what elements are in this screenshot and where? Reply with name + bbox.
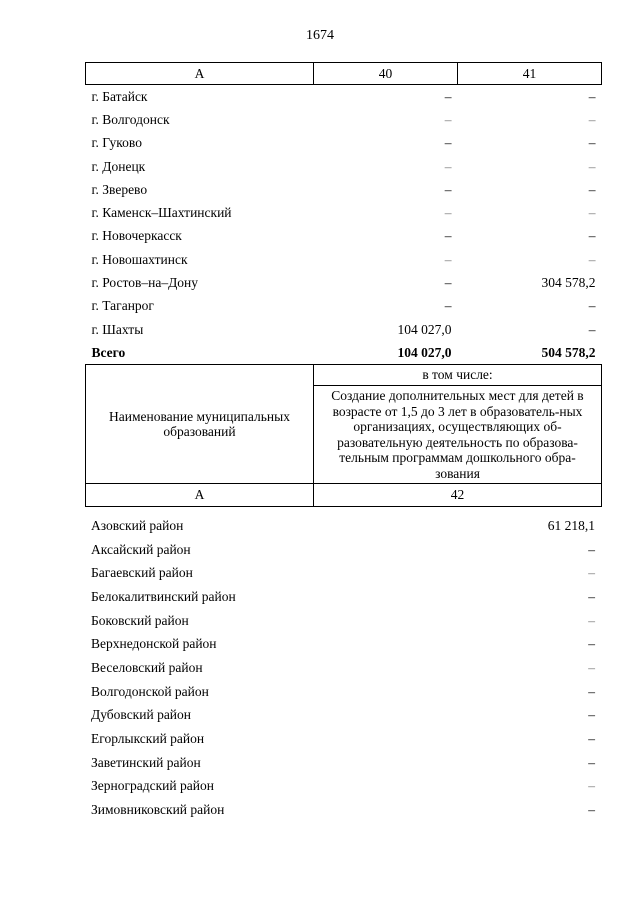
row-name: Аксайский район xyxy=(91,541,191,557)
row-value-40: – xyxy=(444,251,452,267)
row-value-40: – xyxy=(444,111,452,127)
table-row xyxy=(86,271,602,294)
row-value-41: – xyxy=(588,251,596,267)
table-row xyxy=(85,538,601,562)
table-row xyxy=(86,155,602,178)
table-row xyxy=(86,178,602,201)
total-label: Всего xyxy=(91,344,126,360)
row-value-41: – xyxy=(588,111,596,127)
table-row xyxy=(86,295,602,318)
row-name: г. Волгодонск xyxy=(91,111,170,127)
row-name: г. Шахты xyxy=(91,321,144,337)
row-value-42: – xyxy=(588,659,595,675)
column-header-table xyxy=(85,364,602,507)
row-name: Багаевский район xyxy=(91,565,193,581)
table-row xyxy=(86,85,602,109)
table-row xyxy=(85,561,601,585)
row-value-42: – xyxy=(588,683,595,699)
row-name: Дубовский район xyxy=(91,707,192,723)
row-value-41: – xyxy=(588,228,596,244)
row-name: Зимовниковский район xyxy=(91,802,225,818)
row-value-42: 61 218,1 xyxy=(547,517,595,533)
table-row xyxy=(86,108,602,131)
row-value-41: – xyxy=(588,88,596,104)
municipal-table-cities xyxy=(85,62,602,365)
row-value-41: – xyxy=(588,181,596,197)
row-name: г. Батайск xyxy=(91,88,148,104)
row-value-41: – xyxy=(588,135,596,151)
row-value-40: 104 027,0 xyxy=(397,321,452,337)
table-row xyxy=(85,775,601,799)
column-header-42: 42 xyxy=(314,484,602,507)
row-value-41: – xyxy=(588,158,596,174)
row-name: г. Зверево xyxy=(91,181,148,197)
column-description: Создание дополнительных мест для детей в возрасте от 1,5 до 3 лет в образователь-ных организациях, осуществляющих об-разовательную деятельность по образова-тельным программам дошкольного обра-зования xyxy=(314,386,602,484)
row-name: Веселовский район xyxy=(91,659,203,675)
row-name: Верхнедонской район xyxy=(91,636,217,652)
table-row xyxy=(86,318,602,341)
table-row xyxy=(85,585,601,609)
row-name: г. Новочеркасск xyxy=(91,228,182,244)
row-value-40: – xyxy=(444,298,452,314)
row-value-42: – xyxy=(588,541,595,557)
table-row xyxy=(85,656,601,680)
table-row xyxy=(86,248,602,271)
total-value-41: 504 578,2 xyxy=(541,344,596,360)
row-name: г. Новошахтинск xyxy=(91,251,188,267)
table-row xyxy=(85,704,601,728)
row-value-40: – xyxy=(444,275,452,291)
row-name: г. Таганрог xyxy=(91,298,154,314)
row-value-40: – xyxy=(444,88,452,104)
row-value-42: – xyxy=(588,754,595,770)
row-value-42: – xyxy=(588,802,595,818)
row-value-40: – xyxy=(444,181,452,197)
row-value-41: – xyxy=(588,298,596,314)
row-name: Боковский район xyxy=(91,612,189,628)
row-value-42: – xyxy=(588,731,595,747)
row-name: г. Донецк xyxy=(91,158,146,174)
row-value-41: – xyxy=(588,205,596,221)
municipal-table-districts xyxy=(85,514,601,822)
row-name: Волгодонской район xyxy=(91,683,209,699)
table-row xyxy=(86,201,602,224)
table-row xyxy=(85,798,601,822)
municipality-name-header: Наименование муниципальных образований xyxy=(86,365,314,484)
row-name: г. Гуково xyxy=(91,135,142,151)
row-name: г. Ростов–на–Дону xyxy=(91,275,199,291)
total-row xyxy=(86,341,602,364)
table-row xyxy=(86,132,602,155)
row-value-42: – xyxy=(588,588,595,604)
row-name: Егорлыкский район xyxy=(91,731,205,747)
row-value-40: – xyxy=(444,228,452,244)
table-row xyxy=(85,514,601,538)
table-row xyxy=(85,727,601,751)
table-row xyxy=(86,225,602,248)
column-header-40: 40 xyxy=(314,63,458,85)
row-name: Заветинский район xyxy=(91,754,201,770)
row-value-42: – xyxy=(588,636,595,652)
row-value-42: – xyxy=(588,565,595,581)
row-name: г. Каменск–Шахтинский xyxy=(91,205,232,221)
row-value-40: – xyxy=(444,158,452,174)
page-number: 1674 xyxy=(306,28,334,43)
table-row xyxy=(85,680,601,704)
row-value-40: – xyxy=(444,135,452,151)
column-header-41: 41 xyxy=(458,63,602,85)
row-value-42: – xyxy=(588,707,595,723)
table-header-row xyxy=(86,63,602,85)
row-value-40: – xyxy=(444,205,452,221)
row-name: Зерноградский район xyxy=(91,778,214,794)
row-value-41: 304 578,2 xyxy=(541,275,596,291)
row-value-42: – xyxy=(588,778,595,794)
row-value-42: – xyxy=(588,612,595,628)
column-header-a: А xyxy=(86,63,314,85)
column-header-a: А xyxy=(86,484,314,507)
table-row xyxy=(85,632,601,656)
row-name: Азовский район xyxy=(91,517,184,533)
row-value-41: – xyxy=(588,321,596,337)
table-row xyxy=(85,609,601,633)
table-row xyxy=(85,751,601,775)
total-value-40: 104 027,0 xyxy=(397,344,452,360)
row-name: Белокалитвинский район xyxy=(91,588,236,604)
including-subheader: в том числе: xyxy=(314,365,602,386)
